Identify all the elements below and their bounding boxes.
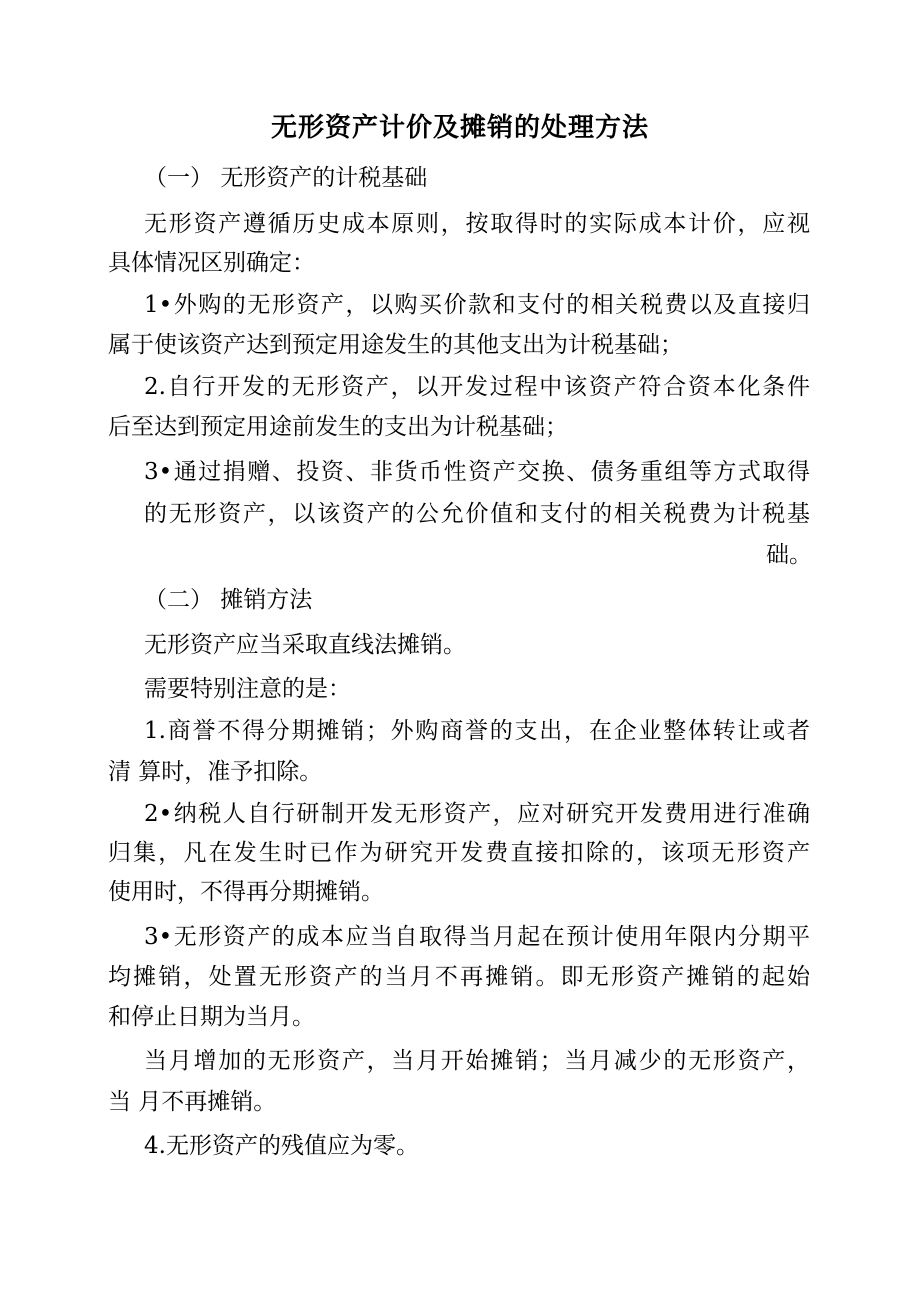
paragraph-line: 3•通过捐赠、投资、非货币性资产交换、债务重组等方式取得: [144, 459, 810, 485]
paragraph-line: 2.自行开发的无形资产，以开发过程中该资产符合资本化条件: [144, 374, 810, 400]
paragraph-line: 的无形资产，以该资产的公允价值和支付的相关税费为计税基: [144, 501, 810, 527]
paragraph-line: 4.无形资产的残值应为零。: [144, 1133, 419, 1159]
paragraph-line: 使用时，不得再分期摊销。: [108, 879, 384, 905]
paragraph-line: 需要特别注意的是：: [144, 676, 351, 702]
paragraph-line: 具体情况区别确定：: [108, 250, 315, 276]
paragraph-line: 后至达到预定用途前发生的支出为计税基础；: [108, 414, 568, 440]
document-title: 无形资产计价及摊销的处理方法: [270, 113, 649, 143]
paragraph-line: 当月增加的无形资产，当月开始摊销；当月减少的无形资产，: [144, 1048, 810, 1074]
paragraph-line: 均摊销，处置无形资产的当月不再摊销。即无形资产摊销的起始: [108, 964, 810, 990]
paragraph-line: 当 月不再摊销。: [108, 1089, 277, 1115]
section-heading-1: （一） 无形资产的计税基础: [144, 165, 428, 191]
paragraph-line: 1•外购的无形资产，以购买价款和支付的相关税费以及直接归: [144, 292, 810, 318]
paragraph-line: 1.商誉不得分期摊销；外购商誉的支出，在企业整体转让或者: [144, 718, 810, 744]
section-heading-2: （二） 摊销方法: [144, 587, 313, 613]
paragraph-line: 无形资产遵循历史成本原则，按取得时的实际成本计价，应视: [144, 211, 810, 237]
paragraph-line: 2•纳税人自行研制开发无形资产，应对研究开发费用进行准确: [144, 801, 810, 827]
paragraph-line: 础。: [766, 542, 812, 568]
paragraph-line: 归集，凡在发生时已作为研究开发费直接扣除的，该项无形资产: [108, 840, 810, 866]
paragraph-line: 清 算时，准予扣除。: [108, 759, 323, 785]
paragraph-line: 属于使该资产达到预定用途发生的其他支出为计税基础；: [108, 332, 683, 358]
paragraph-line: 无形资产应当采取直线法摊销。: [144, 632, 466, 658]
paragraph-line: 和停止日期为当月。: [108, 1004, 315, 1030]
paragraph-line: 3•无形资产的成本应当自取得当月起在预计使用年限内分期平: [144, 924, 810, 950]
